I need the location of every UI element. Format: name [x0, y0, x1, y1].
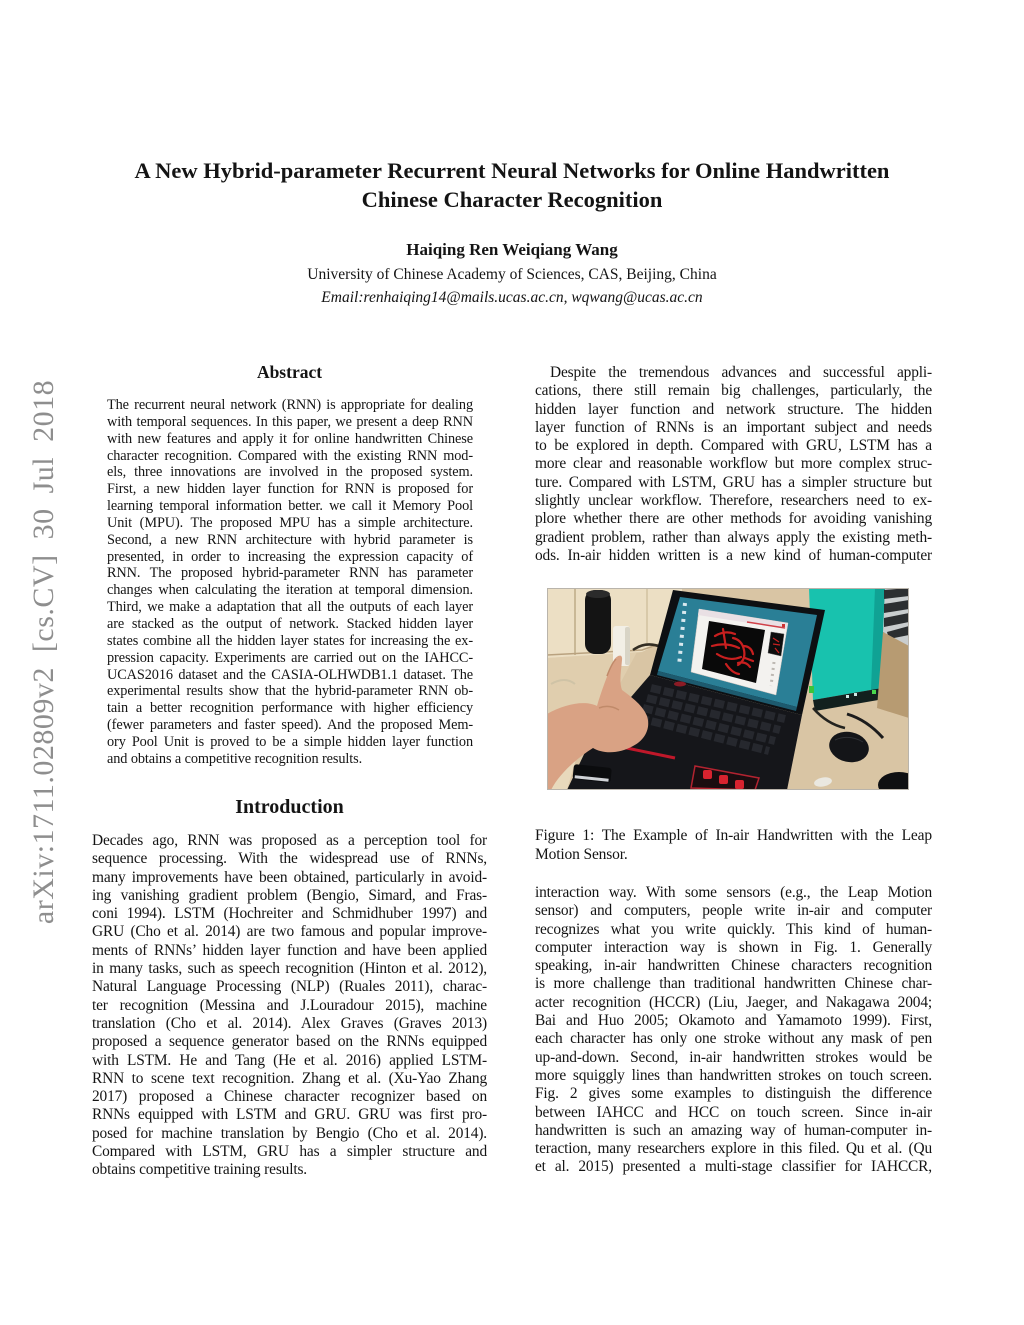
app-close-button [782, 624, 785, 627]
paper-title-line2: Chinese Character Recognition [361, 187, 663, 212]
paper-title [0, 156, 1024, 214]
text-line: GRU (Cho et al. 2014) are two famous and popular improve- [92, 923, 487, 941]
text-line: The recurrent neural network (RNN) is appropriate for dealing [107, 397, 473, 413]
text-line: many improvements have been obtained, particularly in avoid- [92, 868, 487, 886]
text-line: acter recognition (HCCR) (Liu, Jaeger, and Nakagawa 2004; [535, 993, 932, 1011]
text-line: et al. 2015) presented a multi-stage classifier for IAHCCR, [535, 1158, 932, 1176]
text-line: Second, a new RNN architecture with hybrid parameter is [107, 531, 473, 548]
text-line: Motion Sensor. [535, 845, 628, 863]
keyboard-red-glow [674, 682, 686, 687]
text-line: (fewer parameters and faster speed). And the proposed Mem- [107, 717, 473, 734]
text-line: presented, in order to increasing the expression capacity of [107, 548, 473, 565]
white-cup-shade [625, 627, 630, 665]
monitor-indicator-dot1 [846, 695, 849, 698]
text-line: UCAS2016 dataset and the CASIA-OLHWDB1.1 dataset. The [107, 666, 473, 683]
text-line: tain a better recognition performance with higher efficiency [107, 700, 473, 717]
text-line: computer interaction way is shown in Fig. 1. Generally [535, 938, 932, 956]
email-line: Email:renhaiqing14@mails.ucas.ac.cn, wqwang@ucas.ac.cn [321, 289, 703, 306]
text-line: Unit (MPU). The proposed MPU has a simple architecture. [107, 514, 473, 531]
badge-icon-1 [703, 770, 712, 779]
text-line: ods. In-air hidden written is a new kind of human-computer [535, 546, 932, 564]
badge-icon-3 [735, 780, 744, 789]
text-line: more squiggly lines than handwritten strokes on touch screen. [535, 1066, 932, 1084]
text-line: and obtains a competitive recognition results. [107, 750, 363, 767]
text-line: ture. Compared with LSTM, GRU has a simpler structure but [535, 473, 932, 491]
right-column-paragraph-2 [535, 884, 932, 1177]
authors: Haiqing Ren Weiqiang Wang [406, 240, 618, 259]
figure1-caption [535, 827, 932, 864]
text-line: learning temporal information better. we call it Memory Pool [107, 498, 473, 515]
figure1-photo [547, 588, 909, 790]
text-line: First, a new hidden layer function for RNN is proposed for [107, 481, 473, 498]
text-line: between IAHCC and HCC on touch screen. Since in-air [535, 1103, 932, 1121]
monitor-power-led [872, 690, 876, 694]
abstract-heading: Abstract [256, 362, 323, 382]
text-line: Natural Language Processing (NLP) (Ruales 2011), charac- [92, 978, 487, 996]
text-line: character recognition. Compared with the existing RNN mod- [107, 447, 473, 464]
paper-title-line1: A New Hybrid-parameter Recurrent Neural Networks for Online Handwritten [134, 158, 890, 183]
text-line: handwritten is such an amazing way of human-computer in- [535, 1121, 932, 1139]
right-column-paragraph-1 [535, 364, 932, 565]
text-line: to be explored in depth. Compared with GRU, LSTM has a [535, 437, 932, 455]
text-line: with LSTM. He and Tang (He et al. 2016) applied LSTM- [92, 1051, 487, 1069]
abstract-body [107, 397, 473, 768]
text-line: ing vanishing gradient problem (Bengio, Simard, and Fras- [92, 886, 487, 904]
monitor-indicator-dot2 [854, 693, 857, 696]
text-line: each character has only one stroke without any mask of pen [535, 1030, 932, 1048]
text-line: RNNs equipped with LSTM and GRU. GRU was first pro- [92, 1106, 487, 1124]
text-line: speaking, in-air handwritten Chinese characters recognition [535, 957, 932, 975]
text-line: is more challenge than traditional handwritten Chinese char- [535, 975, 932, 993]
text-line: obtains competitive training results. [92, 1161, 308, 1179]
introduction-body [92, 832, 487, 1180]
text-line: Despite the tremendous advances and successful appli- [550, 364, 932, 381]
text-line: recognizes what you write quickly. This kind of human- [535, 920, 932, 938]
text-line: are stacked as the output of network. Stacked hidden layer [107, 615, 473, 632]
introduction-heading: Introduction [235, 796, 344, 818]
text-line: teraction, many researchers explore in this filed. Qu et al. (Qu [535, 1140, 932, 1158]
text-line: with new features and apply it for online handwritten Chinese [107, 430, 473, 447]
text-line: in many tasks, such as speech recognition (Hinton et al. 2012), [92, 960, 487, 978]
speaker-cylinder [585, 590, 611, 654]
text-line: hidden layer function and network structure. The hidden [535, 400, 932, 418]
text-line: more clear and reasonable workflow but more complex struc- [535, 455, 932, 473]
text-line: sequence processing. With the widespread use of RNNs, [92, 850, 487, 868]
arxiv-watermark: arXiv:1711.02809v2 [cs.CV] 30 Jul 2018 [27, 379, 60, 925]
text-line: up-and-down. Second, in-air handwritten strokes would be [535, 1048, 932, 1066]
text-line: proposed a sequence generator based on the RNNs equipped [92, 1033, 487, 1051]
text-line: slightly unclear workflow. Therefore, researchers need to ex- [535, 492, 932, 510]
text-line: sensor) and computers, people write in-air and computer [535, 902, 932, 920]
text-line: pression capacity. Experiments are carried out on the IAHCC- [107, 649, 473, 666]
text-line: ter recognition (Messina and J.Louradour 2015), machine [92, 996, 487, 1014]
text-line: ory Pool Unit is proved to be a simple hidden layer function [107, 733, 473, 750]
text-line: plore whether there are other methods for avoiding vanishing [535, 510, 932, 528]
text-line: Third, we make a adaptation that all the outputs of each layer [107, 599, 473, 616]
text-line: changes when calculating the iteration at temporal dimension. [107, 582, 473, 599]
text-line: Figure 1: The Example of In-air Handwritten with the Leap [535, 827, 932, 844]
text-line: RNN. The proposed hybrid-parameter RNN has parameter [107, 565, 473, 582]
text-line: Bai and Huo 2005; Okamoto and Yamamoto 1999). First, [535, 1012, 932, 1030]
text-line: 2017) proposed a Chinese character recognizer based on [92, 1088, 487, 1106]
text-line: Fig. 2 gives some examples to distinguish the difference [535, 1085, 932, 1103]
text-line: Compared with LSTM, GRU has a simpler structure and [92, 1143, 487, 1161]
text-line: experimental results show that the hybrid-parameter RNN ob- [107, 683, 473, 700]
text-line: layer function of RNNs is an important subject and needs [535, 418, 932, 436]
badge-icon-2 [719, 775, 728, 784]
text-line: ments of RNNs’ hidden layer function and have been applied [92, 941, 487, 959]
affiliation: University of Chinese Academy of Sciences, CAS, Beijing, China [307, 266, 717, 283]
text-line: els, three innovations are involved in the proposed system. [107, 464, 473, 481]
text-line: posed for machine translation by Bengio (Cho et al. 2014). [92, 1124, 487, 1142]
text-line: states combine all the hidden layer states for increasing the ex- [107, 632, 473, 649]
text-line: cations, there still remain big challenges, particularly, the [535, 382, 932, 400]
text-line: translation (Cho et al. 2014). Alex Graves (Graves 2013) [92, 1014, 487, 1032]
text-line: with temporal sequences. In this paper, we present a deep RNN [107, 413, 473, 430]
speaker-top [586, 590, 610, 598]
text-line: interaction way. With some sensors (e.g., the Leap Motion [535, 884, 932, 901]
laptop-side-led [809, 686, 814, 693]
text-line: RNN to scene text recognition. Zhang et al. (Xu-Yao Zhang [92, 1069, 487, 1087]
text-line: Decades ago, RNN was proposed as a perception tool for [92, 832, 487, 849]
text-line: gradient problem, rather than always apply the existing meth- [535, 528, 932, 546]
text-line: coni 1994). LSTM (Hochreiter and Schmidhuber 1997) and [92, 905, 487, 923]
